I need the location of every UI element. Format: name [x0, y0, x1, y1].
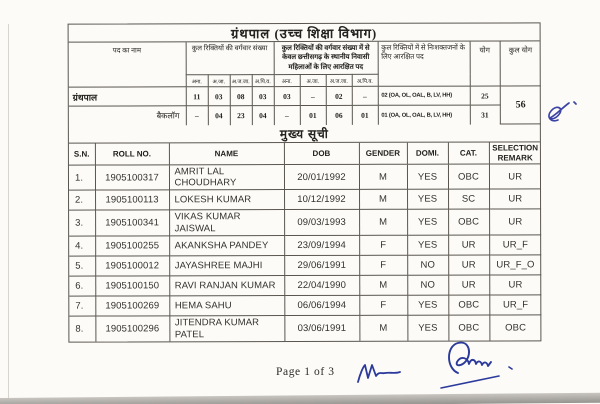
main-list-cell: NO: [407, 275, 448, 295]
main-list-cell: UR: [448, 255, 489, 275]
main-list-cell: 29/06/1991: [284, 256, 359, 276]
main-list-header-row: [69, 143, 541, 165]
main-list-cell: OBC: [448, 315, 489, 340]
main-list-cell: 20/01/1992: [284, 164, 359, 190]
main-list-cell: 3.: [69, 211, 95, 237]
main-list-header-cell: GENDER: [359, 143, 407, 164]
main-list-cell: UR: [489, 275, 541, 295]
vacancy-subheader-cell: अ.पि.व.: [252, 75, 274, 87]
vacancy-post-label: बैकलॉग: [69, 106, 186, 125]
vacancy-total-cell: 31: [470, 105, 500, 124]
main-list-header-cell: DOMI.: [407, 143, 448, 164]
main-list-cell: 5.: [69, 256, 95, 276]
vacancy-count-cell: –: [300, 87, 326, 106]
main-list-cell: RAVI RANJAN KUMAR: [169, 276, 284, 296]
main-list-row: [69, 255, 541, 276]
main-list-cell: UR_F: [489, 295, 541, 315]
vacancy-count-cell: 23: [230, 106, 252, 125]
main-list-cell: 06/06/1994: [284, 296, 359, 316]
main-list-table: [69, 143, 542, 342]
main-list-cell: AKANKSHA PANDEY: [169, 236, 284, 256]
signature-right: [425, 336, 515, 396]
vacancy-count-cell: 01: [300, 106, 326, 125]
vacancy-count-cell: 06: [326, 106, 352, 125]
main-list-header-cell: ROLL NO.: [95, 144, 169, 165]
main-list-header-cell: DOB: [284, 143, 359, 164]
main-list-cell: YES: [407, 190, 448, 210]
main-list-cell: 22/04/1990: [284, 276, 359, 296]
vacancy-header-row: [69, 41, 541, 75]
main-list-cell: 1905100317: [95, 165, 169, 191]
main-list-row: [69, 295, 541, 316]
main-list-cell: UR: [489, 189, 541, 209]
main-list-cell: NO: [407, 255, 448, 275]
main-list-cell: F: [359, 255, 407, 275]
vacancy-count-cell: 04: [208, 106, 230, 125]
vacancy-subheader-cell: अ.ज.जा.: [230, 75, 252, 87]
main-list-cell: 1905100341: [95, 210, 169, 236]
main-list-row: [69, 209, 541, 236]
main-list-row: [69, 164, 541, 191]
main-list-cell: UR: [448, 235, 489, 255]
main-list-cell: LOKESH KUMAR: [169, 190, 284, 210]
main-list-cell: 2.: [69, 191, 95, 211]
main-list-row: [69, 235, 541, 256]
main-list-cell: F: [359, 295, 407, 315]
main-list-cell: HEMA SAHU: [169, 296, 284, 316]
vacancy-total-cell: 25: [470, 86, 500, 105]
main-list-cell: SC: [448, 189, 489, 209]
main-list-cell: JITENDRA KUMAR PATEL: [169, 316, 284, 342]
vacancy-count-cell: –: [274, 106, 300, 125]
main-list-cell: OBC: [489, 315, 541, 340]
main-list-cell: M: [359, 190, 407, 210]
vacancy-count-cell: –: [352, 87, 378, 106]
main-list-cell: M: [359, 210, 407, 236]
main-list-header-cell: CAT.: [448, 143, 489, 164]
vacancy-row-main: [69, 86, 541, 106]
main-list-cell: UR: [489, 209, 541, 235]
main-list-cell: 03/06/1991: [284, 316, 359, 341]
main-list-cell: YES: [407, 210, 448, 236]
vacancy-count-cell: 03: [252, 87, 274, 106]
signature-left: [351, 352, 407, 392]
main-list-cell: 6.: [69, 276, 95, 296]
main-list-cell: UR: [489, 164, 541, 190]
main-list-cell: OBC: [448, 295, 489, 315]
vacancy-grand-total-cell: 56: [500, 86, 541, 124]
main-list-cell: UR_F_O: [489, 255, 541, 275]
scan-bottom-shadow: [0, 393, 600, 404]
main-list-cell: 1905100269: [95, 296, 169, 316]
main-list-cell: F: [359, 235, 407, 255]
vacancy-subheader-cell: अना.: [186, 75, 208, 87]
main-list-cell: 1905100150: [95, 276, 169, 296]
vacancy-count-cell: 01: [352, 106, 378, 125]
col-categorywise: कुल रिक्तियों की वर्गवार संख्या: [186, 42, 274, 75]
main-list-cell: 4.: [69, 236, 95, 256]
main-list-cell: OBC: [448, 209, 489, 235]
document-title: ग्रंथपाल (उच्च शिक्षा विभाग): [69, 23, 540, 42]
vacancy-disabled-cell: 01 (OA, OL, OAL, B, LV, HH): [378, 105, 470, 124]
main-list-cell: 1905100296: [95, 316, 169, 341]
vacancy-post-label: ग्रंथपाल: [69, 87, 186, 106]
vacancy-count-cell: 04: [252, 106, 274, 125]
main-list-cell: 1905100012: [95, 256, 169, 276]
main-list-cell: M: [359, 164, 407, 190]
vacancy-subheader-cell: अ.जा.: [208, 75, 230, 87]
vacancy-subheader-cell: अ.जा.: [300, 75, 326, 87]
main-list-cell: YES: [407, 315, 448, 340]
main-list-row: [69, 189, 541, 210]
main-list-cell: YES: [407, 164, 448, 190]
main-list-cell: 1905100255: [95, 236, 169, 256]
main-list-cell: M: [359, 315, 407, 340]
vacancy-summary-table: [69, 41, 541, 126]
main-list-header-cell: S.N.: [69, 144, 95, 165]
main-list-cell: 10/12/1992: [284, 190, 359, 210]
col-total: योग: [470, 41, 500, 86]
main-list-cell: YES: [407, 295, 448, 315]
col-post-name: पद का नाम: [69, 42, 186, 87]
main-list-cell: UR: [448, 275, 489, 295]
vacancy-count-cell: 03: [274, 87, 300, 106]
vacancy-subheader-cell: अ.पि.व.: [352, 75, 378, 87]
vacancy-subheader-cell: अ.ज.जा.: [326, 75, 352, 87]
main-list-cell: OBC: [448, 164, 489, 190]
vacancy-count-cell: 03: [208, 87, 230, 106]
main-list-cell: 23/09/1994: [284, 236, 359, 256]
vacancy-row-backlog: [69, 105, 541, 125]
page-number-label: Page 1 of 3: [276, 366, 335, 378]
vacancy-count-cell: 11: [186, 87, 208, 106]
main-list-cell: 7.: [69, 296, 95, 316]
main-list-title: मुख्य सूची: [69, 125, 540, 144]
scan-page-edge: [8, 24, 9, 398]
main-list-cell: YES: [407, 235, 448, 255]
vacancy-disabled-cell: 02 (OA, OL, OAL, B, LV, HH): [378, 86, 470, 105]
main-list-cell: VIKAS KUMAR JAISWAL: [169, 210, 284, 236]
signature-initial-right-margin: [542, 96, 584, 134]
main-list-cell: 8.: [69, 316, 95, 341]
main-list-cell: 1905100113: [95, 190, 169, 210]
main-list-row: [69, 275, 541, 296]
col-grand-total: कुल योग: [500, 41, 541, 86]
main-list-cell: JAYASHREE MAJHI: [169, 256, 284, 276]
main-list-header-cell: NAME: [169, 143, 284, 164]
col-disabled-reserved: कुल रिक्तियों में से निःशक्तजनों के लिए आरक्षित पद: [378, 42, 470, 87]
vacancy-count-cell: –: [186, 106, 208, 125]
main-list-header-cell: SELECTION REMARK: [489, 143, 541, 164]
main-list-cell: 1.: [69, 165, 95, 191]
vacancy-subheader-cell: अना.: [274, 75, 300, 87]
vacancy-count-cell: 02: [326, 87, 352, 106]
main-list-cell: AMRIT LAL CHOUDHARY: [169, 164, 284, 190]
vacancy-count-cell: 08: [230, 87, 252, 106]
main-list-cell: M: [359, 275, 407, 295]
col-women-reserved: कुल रिक्तियों की वर्गवार संख्या में से केवल छत्तीसगढ़ के स्थानीय निवासी महिलाओं के लिए आरक्षित पद: [274, 42, 378, 75]
main-list-cell: UR_F: [489, 235, 541, 255]
document-table: [68, 22, 542, 342]
main-list-cell: 09/03/1993: [284, 210, 359, 236]
